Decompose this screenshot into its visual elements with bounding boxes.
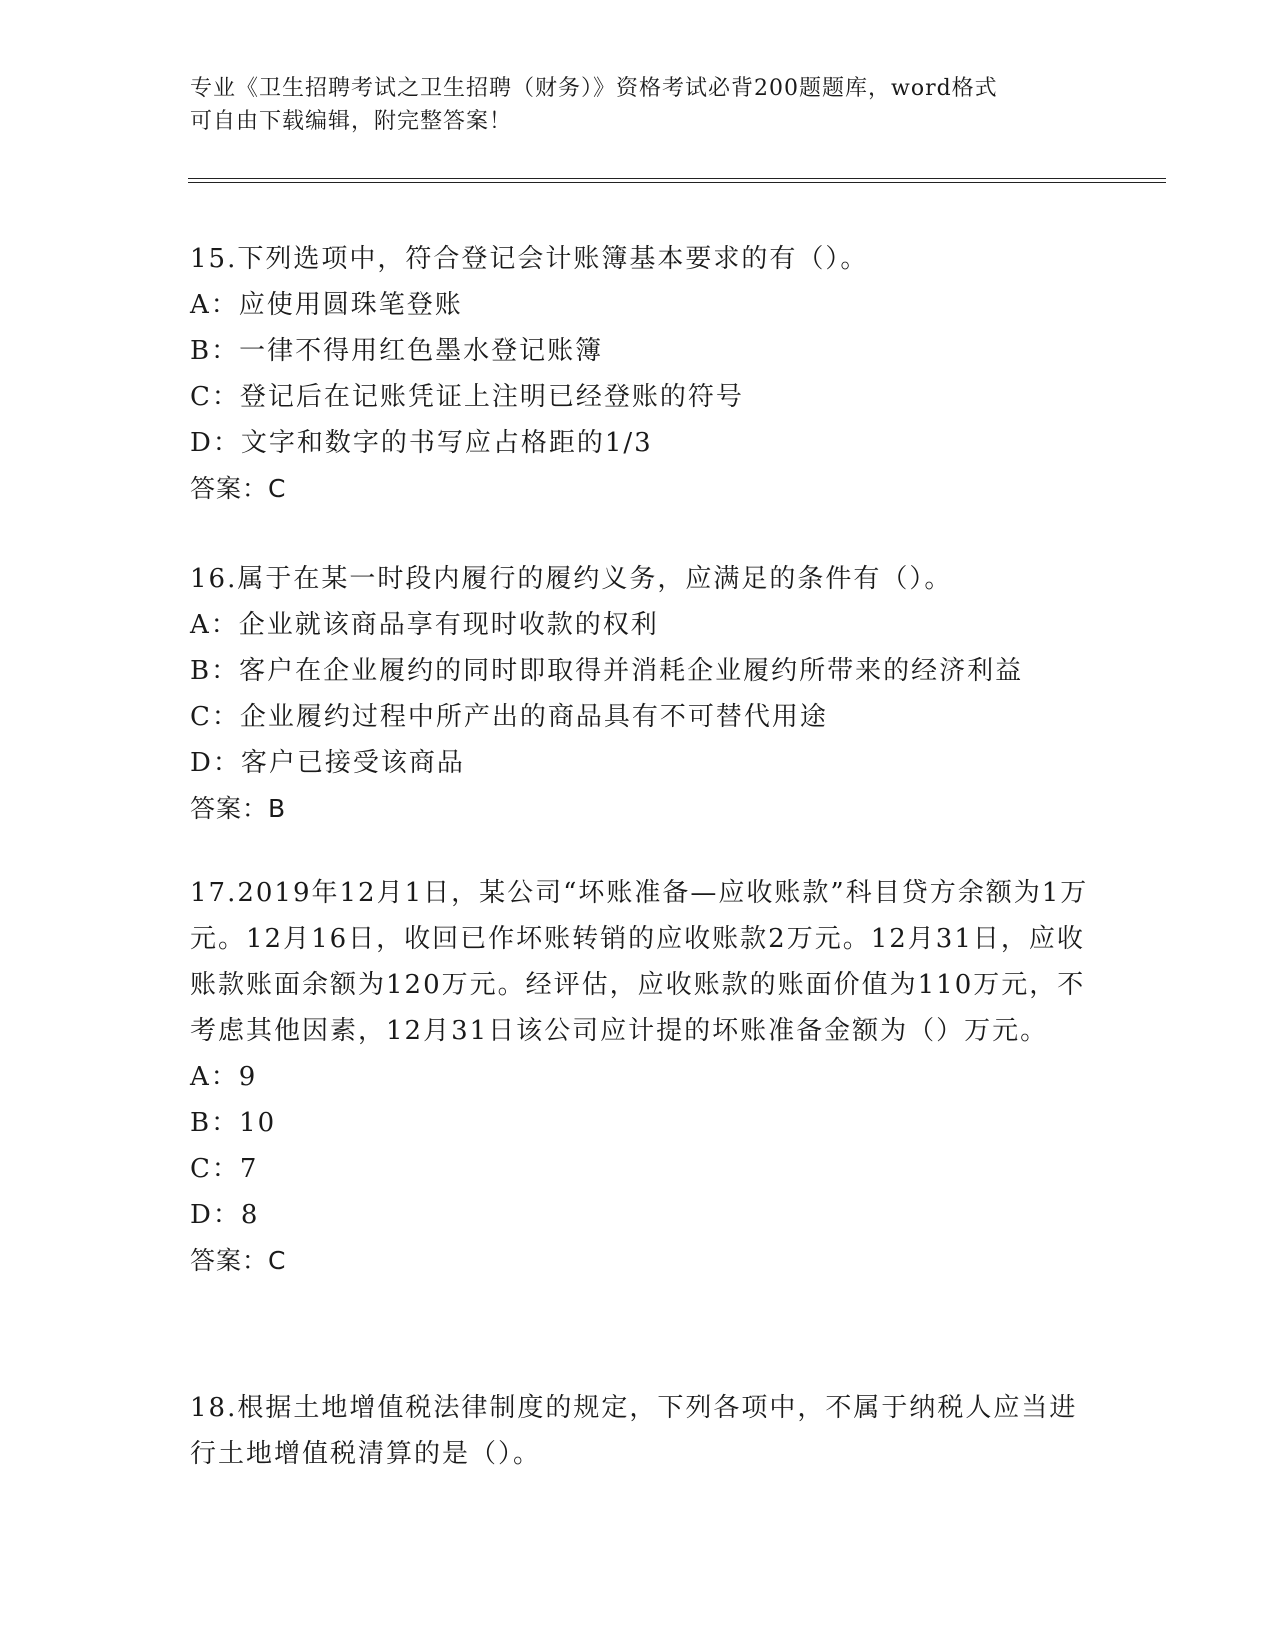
option-a: A：9 <box>190 1062 258 1092</box>
question-stem: 16.属于在某一时段内履行的履约义务，应满足的条件有（）。 <box>190 564 953 594</box>
option-c: C：企业履约过程中所产出的商品具有不可替代用途 <box>190 702 828 732</box>
question-17 <box>190 870 1090 1284</box>
answer-line: 答案：C <box>190 474 287 503</box>
option-b: B：客户在企业履约的同时即取得并消耗企业履约所带来的经济利益 <box>190 656 1024 686</box>
answer-line: 答案：C <box>190 1246 287 1275</box>
option-a: A：应使用圆珠笔登账 <box>190 290 463 320</box>
option-d: D：文字和数字的书写应占格距的1/3 <box>190 428 653 458</box>
option-d: D：客户已接受该商品 <box>190 748 465 778</box>
document-header <box>190 72 1090 138</box>
question-stem: 15.下列选项中，符合登记会计账簿基本要求的有（）。 <box>190 244 869 274</box>
option-c: C：7 <box>190 1154 259 1184</box>
question-stem: 18.根据土地增值税法律制度的规定，下列各项中，不属于纳税人应当进行土地增值税清算的是（）。 <box>190 1393 1078 1469</box>
option-d: D：8 <box>190 1200 260 1230</box>
header-subtitle-line: 可自由下载编辑，附完整答案！ <box>190 109 513 134</box>
question-15 <box>190 236 1090 512</box>
option-b: B：10 <box>190 1108 277 1138</box>
answer-line: 答案：B <box>190 794 287 823</box>
question-18 <box>190 1385 1090 1477</box>
option-b: B：一律不得用红色墨水登记账簿 <box>190 336 604 366</box>
question-stem: 17.2019年12月1日，某公司“坏账准备—应收账款”科目贷方余额为1万元。12月16日，收回已作坏账转销的应收账款2万元。12月31日，应收账款账面余额为120万元。经评估，应收账款的账面价值为110万元，不考虑其他因素，12月31日该公司应计提的坏账准备金额为（）万元。 <box>190 878 1089 1046</box>
option-a: A：企业就该商品享有现时收款的权利 <box>190 610 659 640</box>
header-title-line: 专业《卫生招聘考试之卫生招聘（财务）》资格考试必背200题题库，word格式 <box>190 76 998 101</box>
question-16 <box>190 556 1090 832</box>
header-divider <box>188 178 1166 183</box>
option-c: C：登记后在记账凭证上注明已经登账的符号 <box>190 382 744 412</box>
